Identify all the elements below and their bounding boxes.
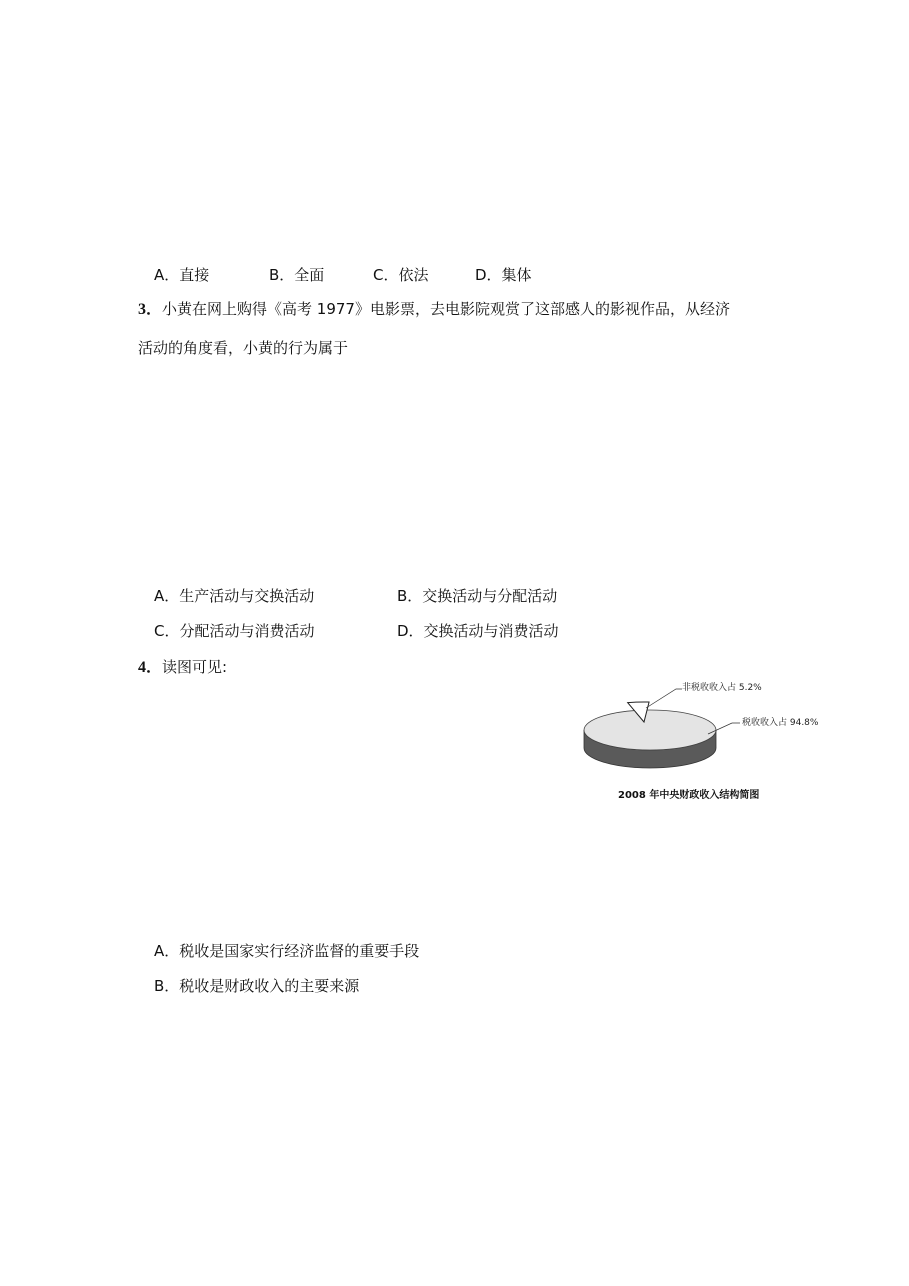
q4-stem (138, 657, 227, 678)
q2-option-b: B．全面 (269, 266, 325, 284)
q3-option-b: B．交换活动与分配活动 (397, 587, 558, 605)
pie-label-tax: 税收收入占 94.8% (742, 718, 819, 728)
q4-option-b: B．税收是财政收入的主要来源 (154, 977, 360, 995)
pie-leader-nontax (646, 689, 682, 708)
q4-option-a: A．税收是国家实行经济监督的重要手段 (154, 942, 420, 960)
q3-stem-line2: 活动的角度看，小黄的行为属于 (138, 339, 349, 357)
pie-slice-tax (584, 710, 716, 750)
pie-chart-figure (570, 676, 850, 826)
q3-option-a: A．生产活动与交换活动 (154, 587, 315, 605)
q3-number: 3． (138, 301, 163, 318)
q3-option-c: C．分配活动与消费活动 (154, 622, 315, 640)
q3-stem-line1 (138, 299, 730, 320)
q4-text: 读图可见: (162, 658, 228, 676)
q2-option-d: D．集体 (475, 266, 532, 284)
q4-number: 4． (138, 659, 163, 676)
pie-chart (570, 676, 850, 826)
q2-option-a: A．直接 (154, 266, 210, 284)
pie-chart-title: 2008 年中央财政收入结构简图 (618, 790, 760, 801)
pie-label-nontax: 非税收收入占 5.2% (682, 683, 762, 693)
q2-option-c: C．依法 (373, 266, 429, 284)
q3-option-d: D．交换活动与消费活动 (397, 622, 559, 640)
q3-text-line1: 小黄在网上购得《高考 1977》电影票，去电影院观赏了这部感人的影视作品，从经济 (162, 300, 730, 318)
